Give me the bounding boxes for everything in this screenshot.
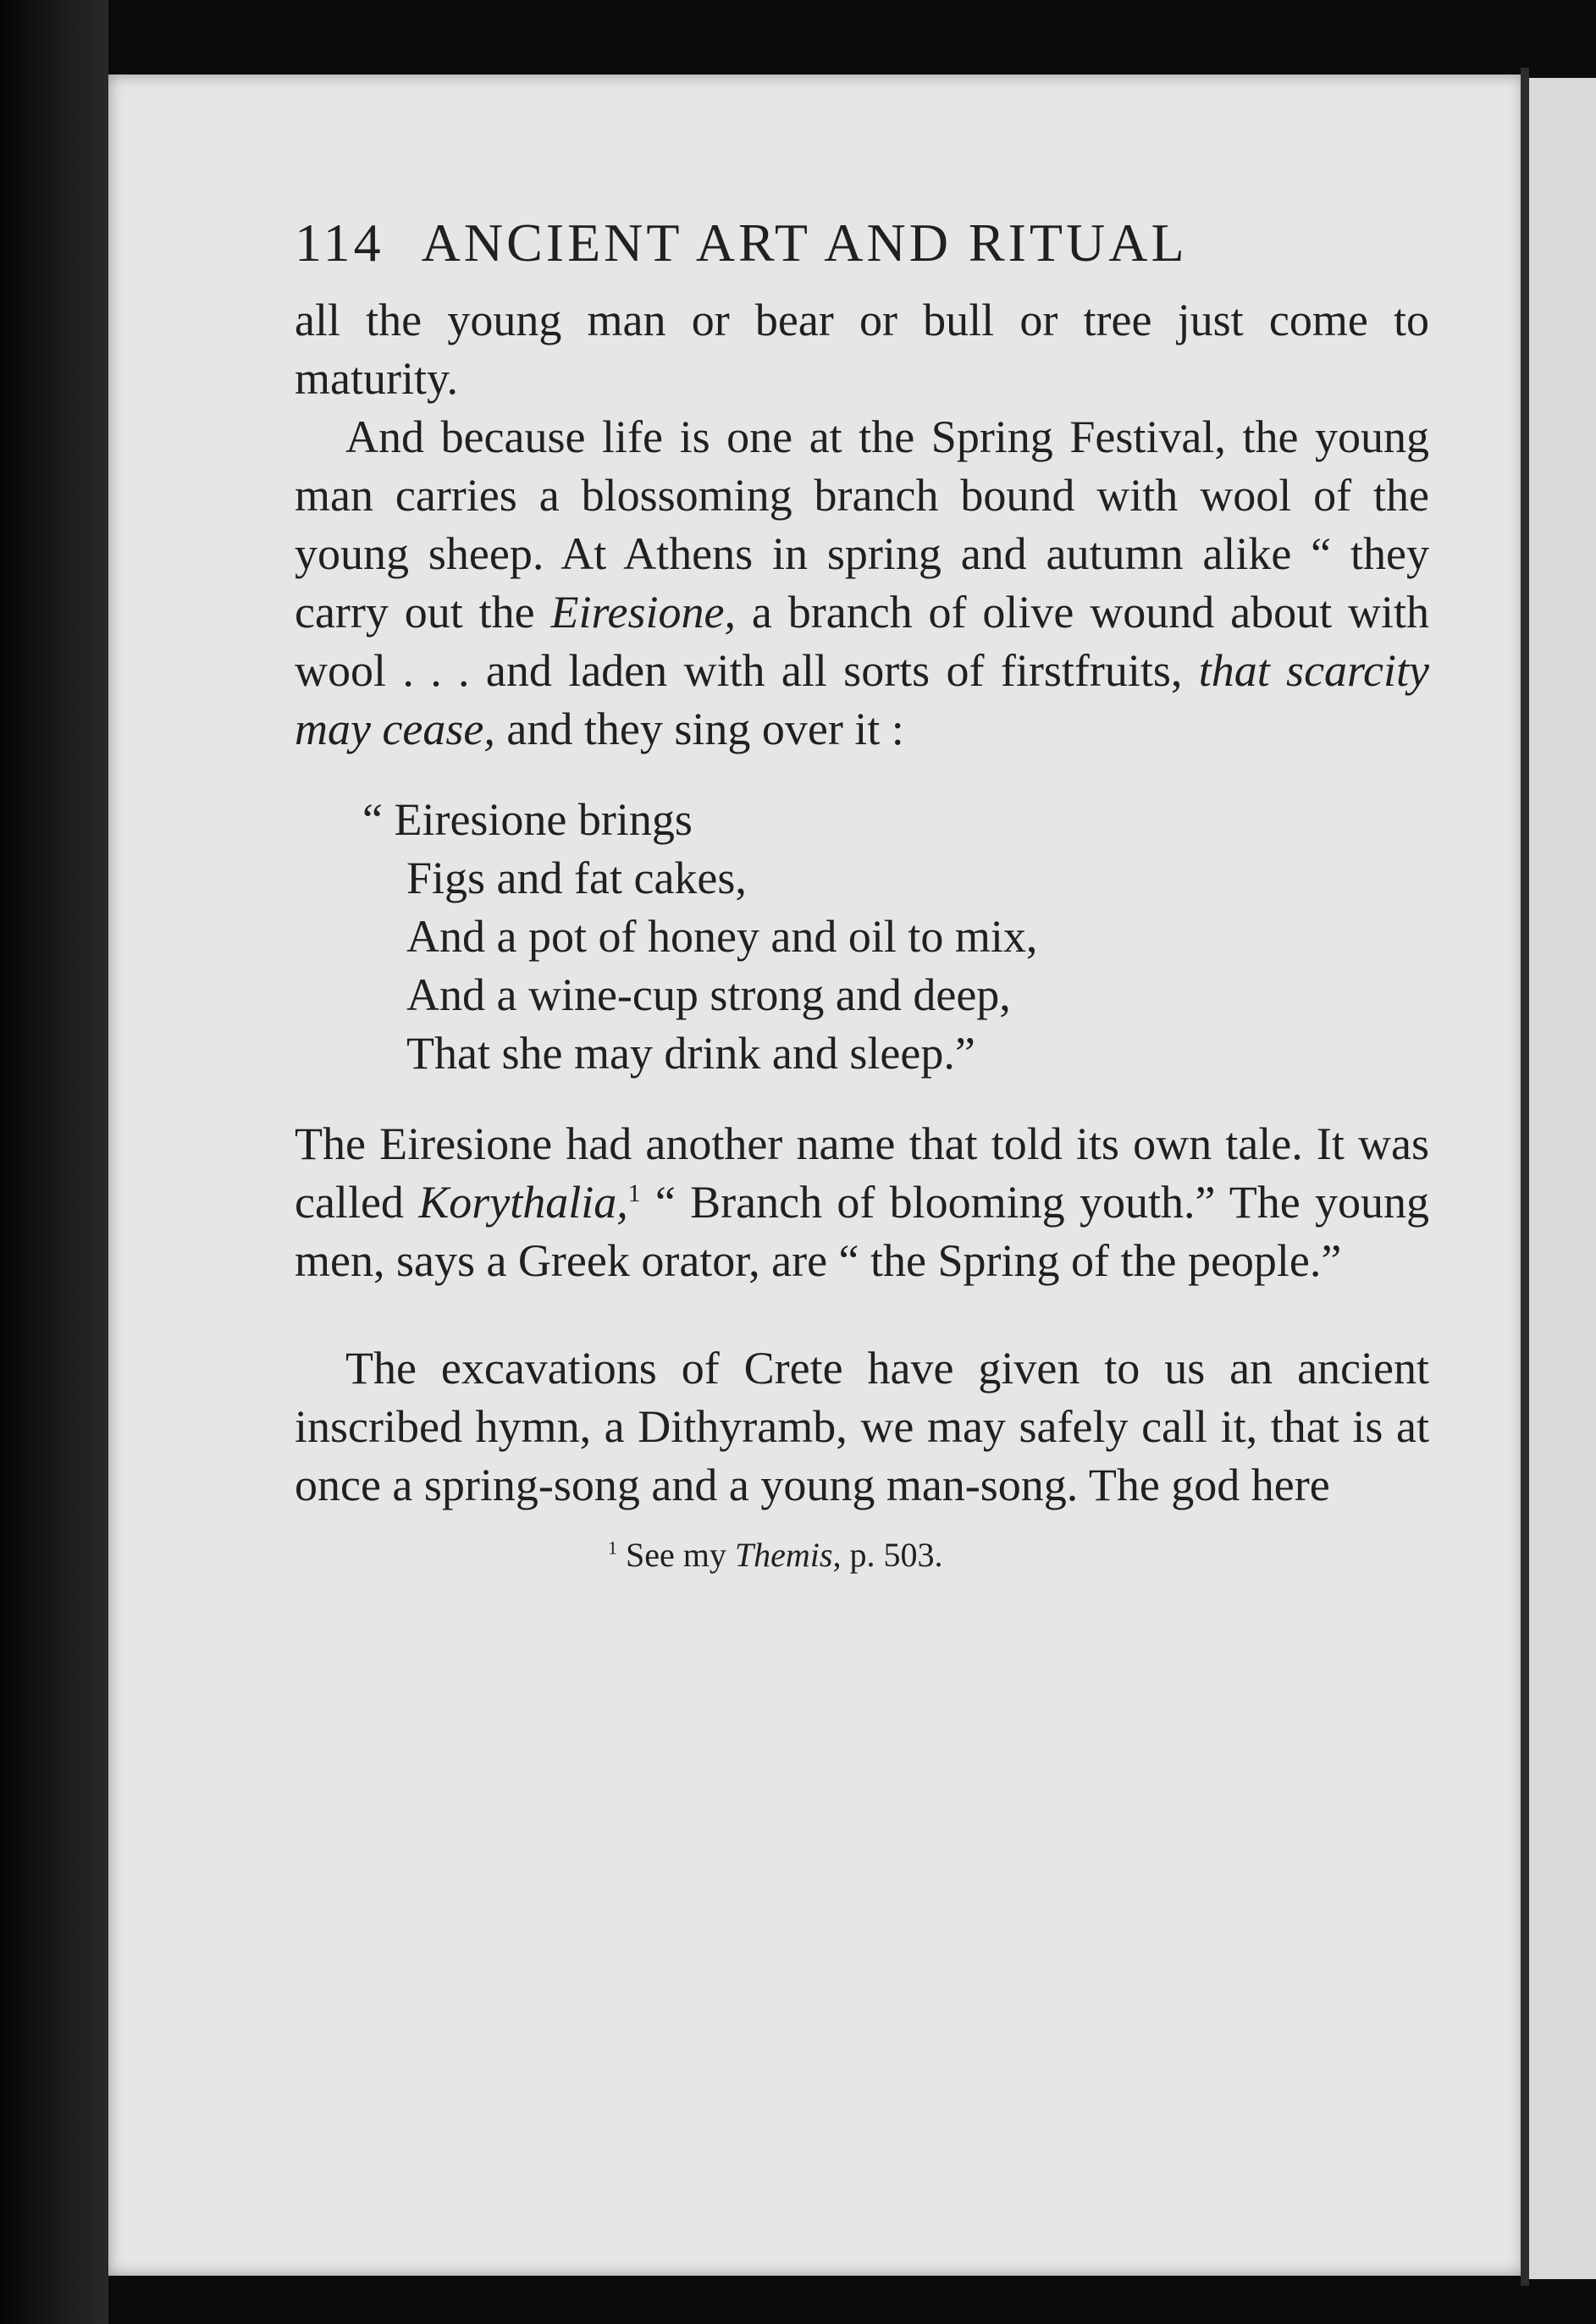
facing-page-edge [1529, 78, 1596, 2279]
paragraph-crete: The excavations of Crete have given to us an ancient inscribed hymn, a Dithyramb, we may safely call it, that is at once a spring-song and a young man-song. The god here [295, 1343, 1429, 1510]
page-number: 114 [295, 213, 384, 273]
running-title: ANCIENT ART AND RITUAL [421, 213, 1188, 273]
page-gutter [1521, 68, 1529, 2286]
footnote: $^1$ See my Themis, p. 503. [608, 1536, 943, 1574]
verse-line: And a pot of honey and oil to mix, [406, 911, 1038, 962]
footnote-ref: 1 [627, 1180, 641, 1207]
verse-block [362, 791, 1429, 1083]
page-content [295, 212, 1429, 1575]
verse-line: Figs and fat cakes, [406, 853, 747, 903]
verse-line: “ Eiresione brings [362, 794, 693, 845]
paragraph-spring-festival: And because life is one at the Spring Festival, the young man carries a blossoming branch bound with wool of the young sheep. At Athens in spring and autumn alike “ they carry out the Eiresione, a branch of olive wound about with wool . . . and laden with all sorts of firstfruits, that scarcity may cease, and they sing over it : [295, 411, 1430, 754]
paragraph-korythalia: The Eiresione had another name that told its own tale. It was called Korythalia,$^1$ “ Branch of blooming youth.” The young men, says a Greek orator, are “ the Spring of the people.” [295, 1118, 1429, 1286]
paragraph-continuation: all the young man or bear or bull or tree just come to maturity. [295, 295, 1429, 404]
verse-line: And a wine-cup strong and deep, [406, 969, 1011, 1020]
running-header [295, 212, 1429, 274]
scan-border [0, 0, 108, 2324]
verse-line: That she may drink and sleep.” [406, 1028, 975, 1079]
